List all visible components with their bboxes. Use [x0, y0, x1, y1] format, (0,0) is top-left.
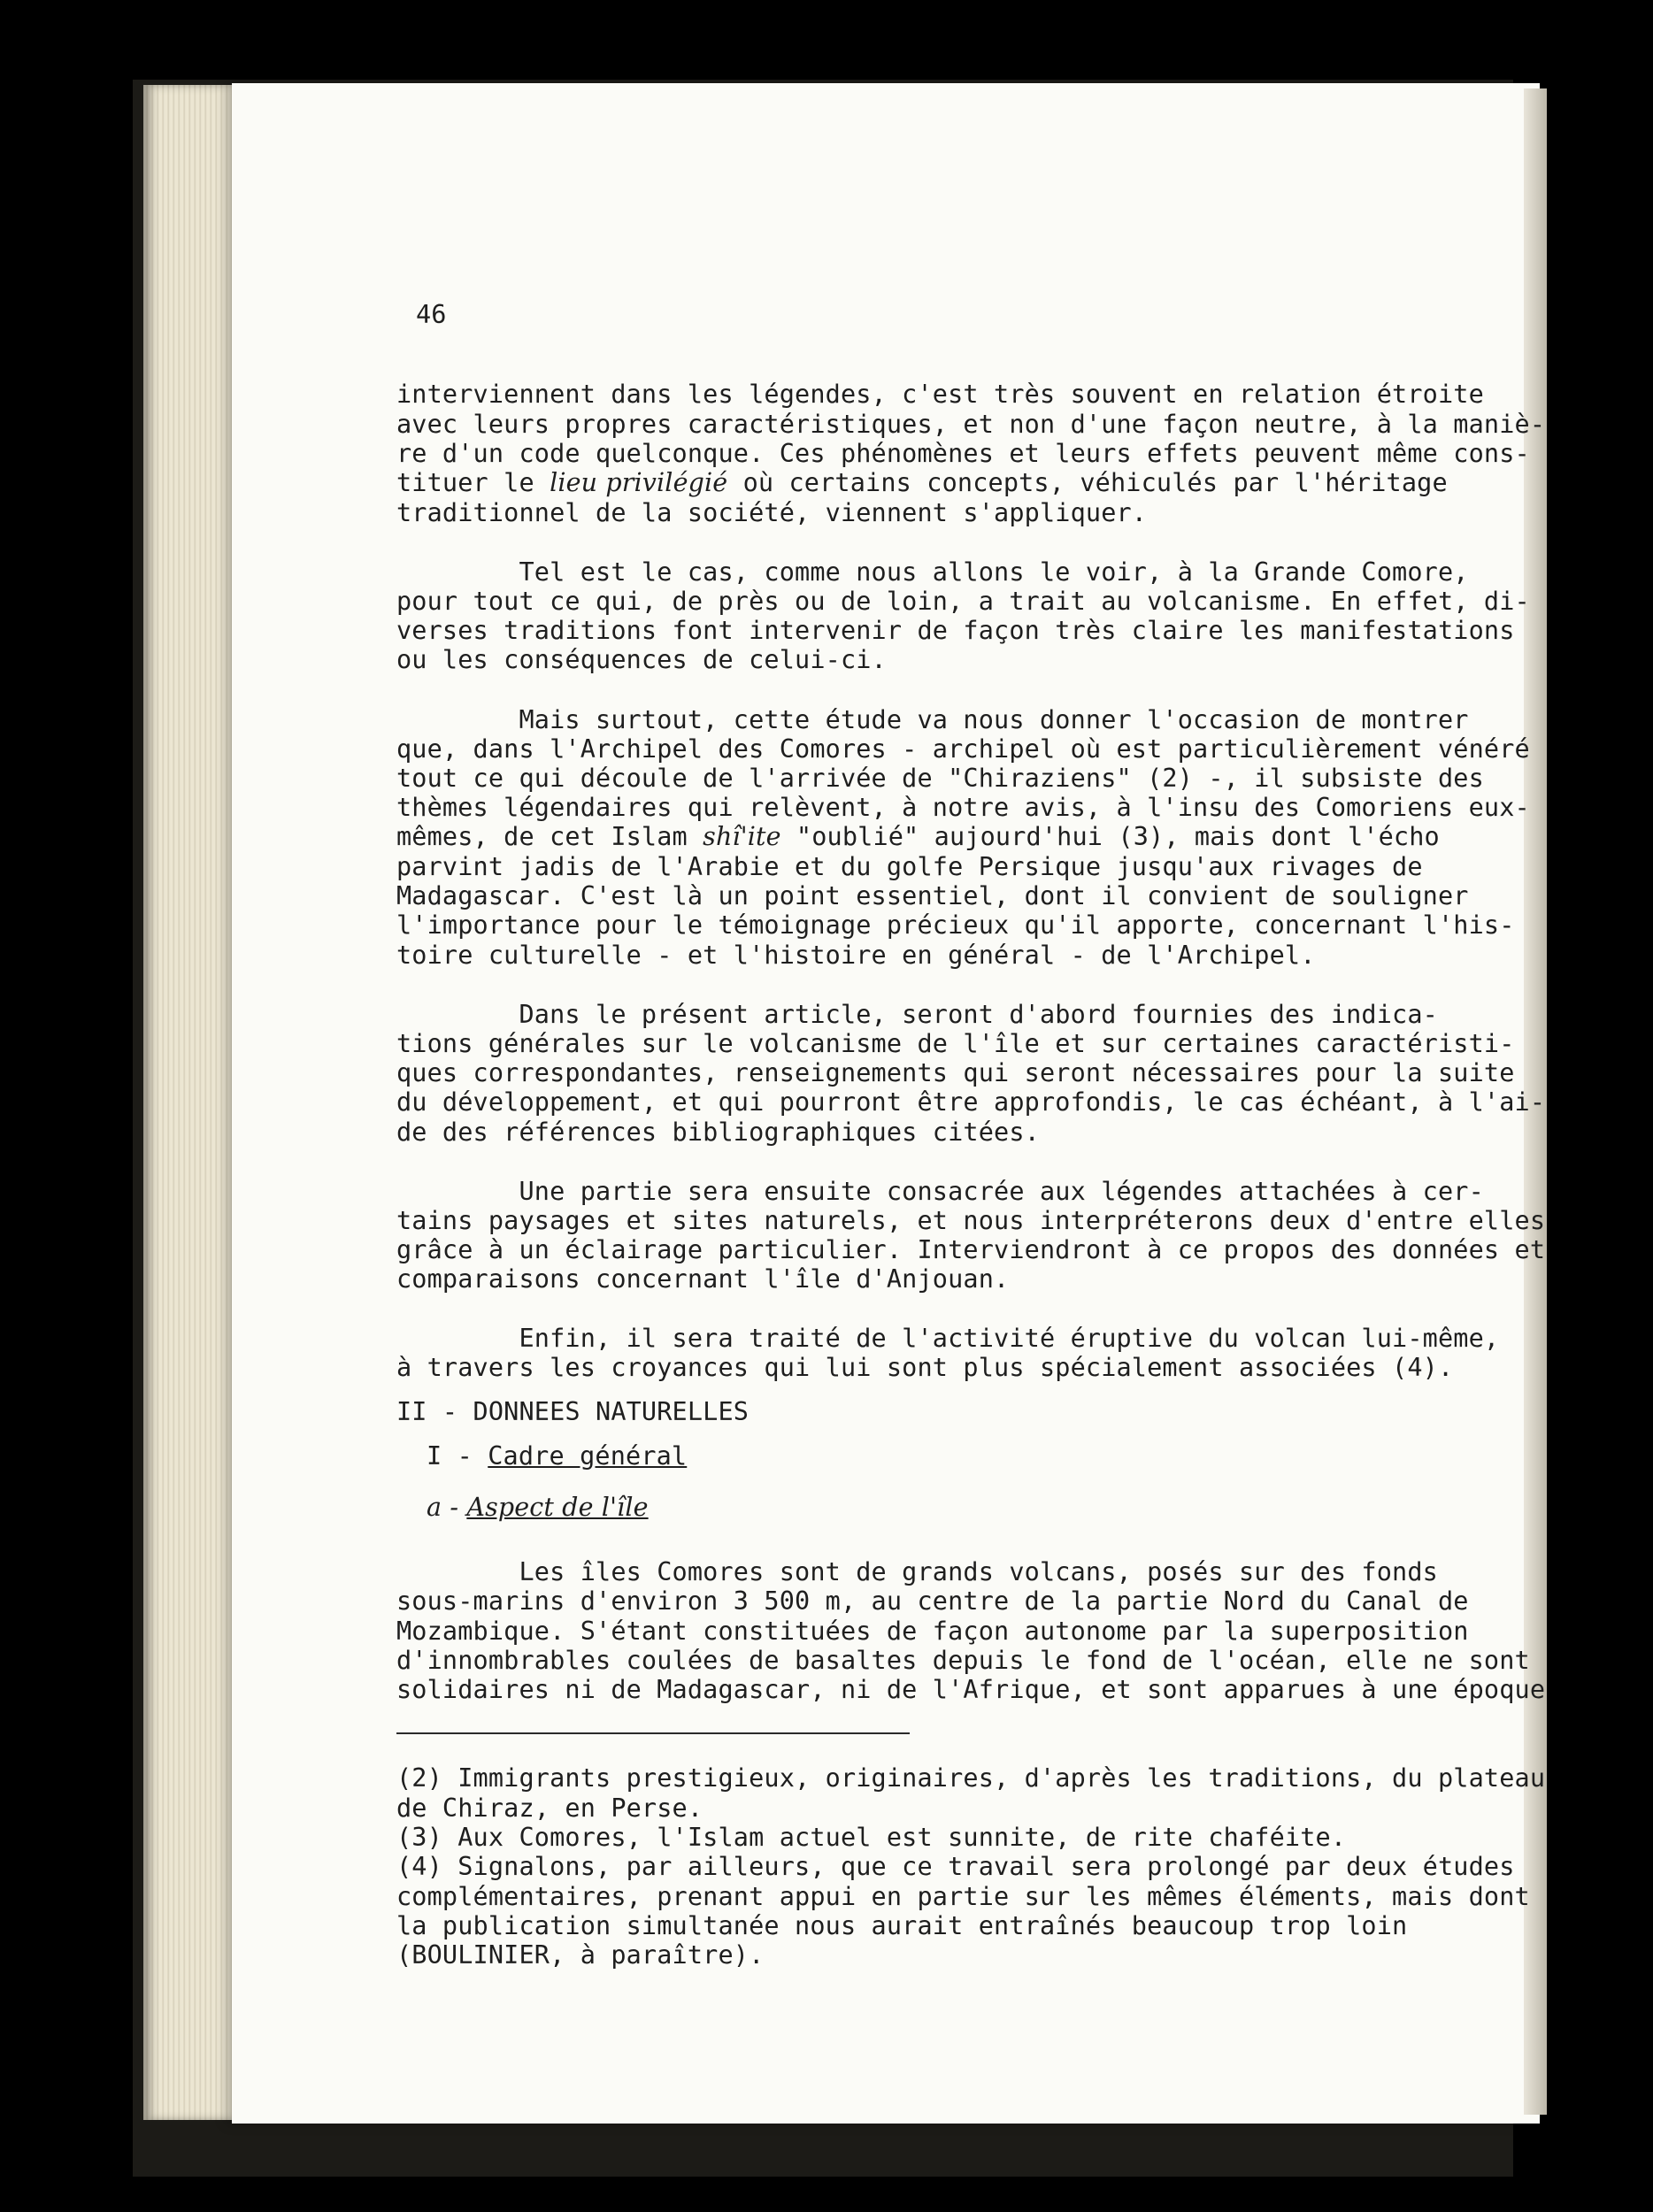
section-line: sous-marins d'environ 3 500 m, au centre de la partie Nord du Canal de — [396, 1586, 1469, 1616]
body-line: tains paysages et sites naturels, et nous interpréterons deux d'entre elles — [396, 1206, 1546, 1235]
body-line: tions générales sur le volcanisme de l'île et sur certaines caractéristi- — [396, 1029, 1515, 1058]
subsubsection-heading — [427, 1494, 649, 1522]
body-line: Madagascar. C'est là un point essentiel, dont il convient de souligner — [396, 881, 1469, 910]
subsection-heading — [427, 1442, 687, 1471]
body-line: Mais surtout, cette étude va nous donner l'occasion de montrer — [396, 705, 1469, 734]
body-line: que, dans l'Archipel des Comores - archipel où est particulièrement vénéré — [396, 734, 1530, 764]
footnote-line: (BOULINIER, à paraître). — [396, 1940, 765, 1970]
body-line: à travers les croyances qui lui sont plus spécialement associées (4). — [396, 1353, 1454, 1382]
body-line: l'importance pour le témoignage précieux qu'il apporte, concernant l'his- — [396, 910, 1515, 940]
body-line: parvint jadis de l'Arabie et du golfe Persique jusqu'aux rivages de — [396, 852, 1423, 881]
body-line: Une partie sera ensuite consacrée aux légendes attachées à cer- — [396, 1177, 1484, 1206]
body-line: toire culturelle - et l'histoire en général - de l'Archipel. — [396, 941, 1316, 970]
footnote-line: (2) Immigrants prestigieux, originaires, d'après les traditions, du plateau — [396, 1763, 1546, 1793]
body-line: de des références bibliographiques citées. — [396, 1118, 1040, 1147]
body-line: avec leurs propres caractéristiques, et non d'une façon neutre, à la maniè- — [396, 410, 1546, 439]
footnote-line: (3) Aux Comores, l'Islam actuel est sunnite, de rite chaféite. — [396, 1823, 1347, 1852]
body-line: verses traditions font intervenir de façon très claire les manifestations — [396, 616, 1515, 645]
body-line: ques correspondantes, renseignements qui seront nécessaires pour la suite — [396, 1058, 1515, 1087]
body-line: Enfin, il sera traité de l'activité éruptive du volcan lui-même, — [396, 1324, 1500, 1353]
body-line: traditionnel de la société, viennent s'appliquer. — [396, 498, 1148, 527]
section-line: Les îles Comores sont de grands volcans, posés sur des fonds — [396, 1557, 1438, 1586]
book-page-edges — [143, 85, 241, 2120]
text-run: tituer le — [396, 468, 550, 497]
body-line: pour tout ce qui, de près ou de loin, a trait au volcanisme. En effet, di- — [396, 587, 1530, 616]
italic-term: shî'ite — [703, 822, 781, 851]
footnote-line: la publication simultanée nous aurait entraînés beaucoup trop loin — [396, 1911, 1408, 1940]
footnote-line: complémentaires, prenant appui en partie sur les mêmes éléments, mais dont — [396, 1882, 1530, 1911]
body-line: re d'un code quelconque. Ces phénomènes et leurs effets peuvent même cons- — [396, 439, 1530, 468]
body-line: thèmes légendaires qui relèvent, à notre avis, à l'insu des Comoriens eux- — [396, 793, 1530, 822]
body-line — [396, 469, 1448, 497]
body-line: du développement, et qui pourront être approfondis, le cas échéant, à l'ai- — [396, 1087, 1546, 1117]
subsubsection-title: Aspect de l'île — [466, 1493, 649, 1522]
text-run: "oublié" aujourd'hui (3), mais dont l'écho — [780, 822, 1440, 851]
footnote-divider — [396, 1732, 910, 1734]
page-number: 46 — [416, 300, 447, 329]
body-line — [396, 823, 1440, 851]
footnote-line: de Chiraz, en Perse. — [396, 1793, 703, 1823]
body-line: interviennent dans les légendes, c'est très souvent en relation étroite — [396, 380, 1484, 409]
text-run: où certains concepts, véhiculés par l'héritage — [727, 468, 1448, 497]
body-line: ou les conséquences de celui-ci. — [396, 645, 887, 674]
section-heading: II - DONNEES NATURELLES — [396, 1397, 750, 1426]
subsubsection-letter: a - — [427, 1493, 467, 1522]
text-run: mêmes, de cet Islam — [396, 822, 703, 851]
section-line: solidaires ni de Madagascar, ni de l'Afrique, et sont apparues à une époque — [396, 1675, 1546, 1704]
body-line: Dans le présent article, seront d'abord fournies des indica- — [396, 1000, 1438, 1029]
section-line: Mozambique. S'étant constituées de façon autonome par la superposition — [396, 1617, 1469, 1646]
body-line: Tel est le cas, comme nous allons le voir, à la Grande Comore, — [396, 557, 1469, 587]
subsection-number: I - — [427, 1441, 488, 1471]
subsection-title: Cadre général — [488, 1441, 688, 1471]
footnote-line: (4) Signalons, par ailleurs, que ce travail sera prolongé par deux études — [396, 1852, 1515, 1881]
section-line: d'innombrables coulées de basaltes depuis le fond de l'océan, elle ne sont — [396, 1646, 1530, 1675]
italic-term: lieu privilégié — [550, 468, 728, 497]
body-line: comparaisons concernant l'île d'Anjouan. — [396, 1264, 1010, 1294]
body-line: grâce à un éclairage particulier. Interviendront à ce propos des données et — [396, 1235, 1546, 1264]
body-line: tout ce qui découle de l'arrivée de "Chiraziens" (2) -, il subsiste des — [396, 764, 1484, 793]
